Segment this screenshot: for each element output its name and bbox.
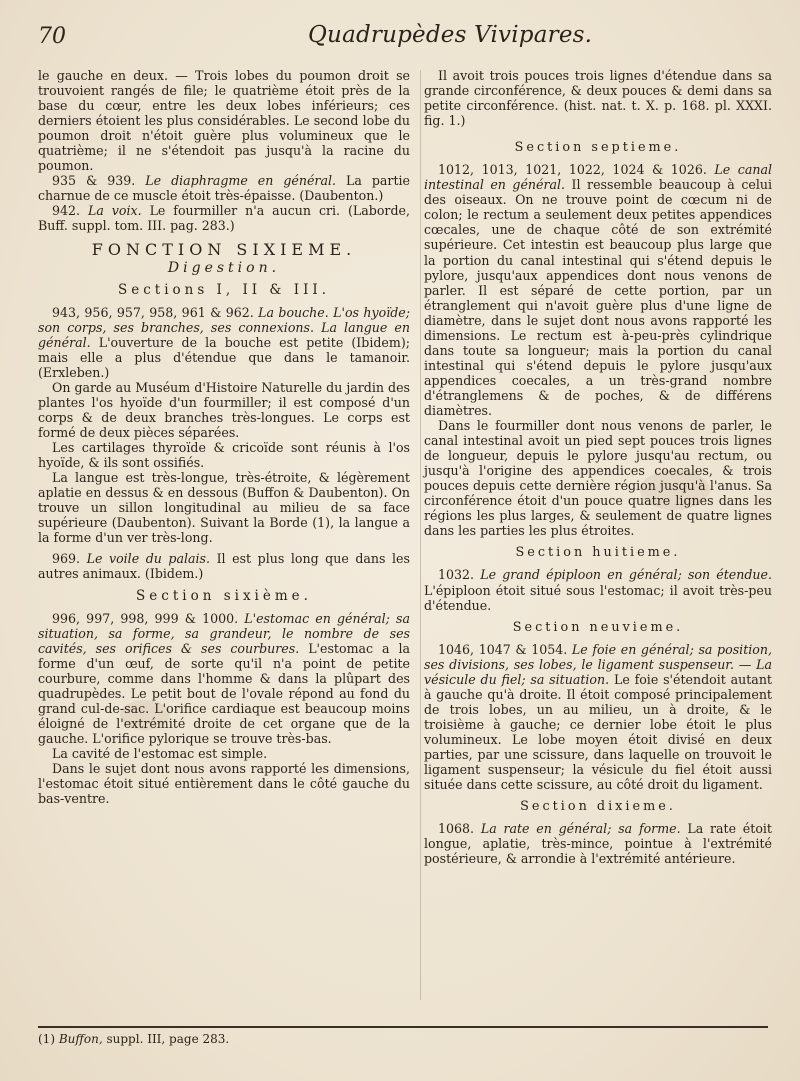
left-column — [38, 68, 410, 806]
article-text: Le fourmiller n'a aucun cri. (Laborde, Buff. suppl. tom. III. pag. 283.) — [38, 203, 410, 234]
column-divider — [420, 70, 421, 1000]
article-title: Le canal intestinal en général. — [424, 162, 773, 193]
paragraph: Dans le sujet dont nous avons rapporté les dimensions, l'estomac étoit situé entièrement dans le côté gauche du bas-ventre. — [38, 761, 410, 807]
paragraph: Il avoit trois pouces trois lignes d'étendue dans sa grande circonférence, & deux pouces & demi dans sa petite circonférence. (hist. nat. t. X. p. 168. pl. XXXI. fig. 1.) — [424, 68, 772, 129]
article-title: Le voile du palais. — [86, 551, 211, 567]
article-title: Le diaphragme en général. — [145, 173, 336, 189]
article-title: Le foie en général; sa position, ses divisions, ses lobes, le ligament suspenseur. — La vésicule du fiel; sa situation. — [424, 641, 772, 687]
footnote-text: suppl. III, page 283. — [106, 1032, 230, 1046]
article-refs: 969. — [52, 551, 81, 567]
article-text: La partie charnue de ce muscle étoit très-épaisse. (Daubenton.) — [38, 173, 410, 204]
paragraph: Les cartilages thyroïde & cricoïde sont réunis à l'os hyoïde, & ils sont ossifiés. — [38, 440, 410, 471]
paragraph — [38, 173, 410, 203]
article-refs: 1046, 1047 & 1054. — [438, 641, 568, 657]
article-text: Il est plus long que dans les autres animaux. (Ibidem.) — [38, 551, 410, 582]
article-title: La rate en général; sa forme. — [480, 821, 681, 837]
article-refs: 943, 956, 957, 958, 961 & 962. — [52, 304, 254, 320]
paragraph — [424, 567, 772, 612]
paragraph — [38, 611, 410, 746]
paragraph — [38, 551, 410, 581]
article-refs: 1068. — [438, 821, 475, 837]
paragraph — [38, 203, 410, 233]
running-header — [38, 18, 768, 56]
section-heading: Section neuvieme. — [512, 619, 684, 635]
article-refs: 1012, 1013, 1021, 1022, 1024 & 1026. — [438, 162, 707, 178]
footnote-marker: (1) — [38, 1032, 55, 1046]
article-refs: 1032. — [438, 567, 475, 583]
page-number: 70 — [38, 24, 66, 49]
article-refs: 996, 997, 998, 999 & 1000. — [52, 610, 239, 626]
article-text: Le foie s'étendoit autant à gauche qu'à droite. Il étoit composé principalement de trois lobes, un au milieu, un à droite, & le troisième à gauche; ce dernier lobe étoit le plus volumineux. Le lobe moyen étoit divisé en deux parties, par une scissure, dans laquelle on trouvoit le ligament suspenseur; la vésicule du fiel étoit aussi située dans cette scissure, au côté droit du ligament. — [424, 671, 772, 793]
paragraph: La cavité de l'estomac est simple. — [52, 745, 268, 761]
section-heading: Section dixieme. — [520, 799, 676, 815]
section-heading: Section septieme. — [514, 140, 682, 156]
paragraph — [424, 821, 772, 866]
paragraph: On garde au Muséum d'Histoire Naturelle du jardin des plantes l'os hyoïde d'un fourmiller; il est composé d'un corps & de deux branches très-longues. Le corps est formé de deux pièces séparées. — [38, 379, 410, 441]
article-title: L'estomac en général; sa situation, sa forme, sa grandeur, le nombre de ses cavités, ses orifices & ses courbures. — [38, 610, 410, 656]
footnote-rule — [38, 1026, 768, 1028]
paragraph — [424, 162, 772, 418]
function-heading: FONCTION SIXIEME. — [91, 239, 357, 259]
right-column — [424, 68, 772, 866]
article-text: L'estomac a la forme d'un œuf, de sorte qu'il n'a point de petite courbure, comme dans l'homme & dans la plûpart des quadrupèdes. Le petit bout de l'ovale répond au fond du grand cul-de-sac. L'orifice cardiaque est beaucoup moins éloigné de l'extrémité droite de cet organe que de la gauche. L'orifice pylorique se trouve très-bas. — [38, 640, 410, 746]
article-text: La rate étoit longue, aplatie, très-mince, pointue à l'extrémité postérieure, & arrondie à l'extrémité antérieure. — [424, 821, 772, 867]
article-refs: 935 & 939. — [52, 173, 136, 189]
footnote-source: Buffon, — [58, 1032, 103, 1046]
running-title: Quadrupèdes Vivipares. — [308, 22, 593, 48]
section-heading: Section huitieme. — [515, 545, 681, 561]
paragraph — [424, 642, 772, 792]
section-heading: Section sixième. — [136, 587, 312, 604]
paragraph — [38, 305, 410, 380]
digestion-heading: Digestion. — [167, 259, 281, 276]
article-text: L'ouverture de la bouche est petite (Ibidem); mais elle a plus d'étendue que dans le tamanoir. (Erxleben.) — [38, 334, 410, 380]
article-title: La bouche. L'os hyoïde; son corps, ses branches, ses connexions. La langue en général. — [38, 304, 410, 350]
paragraph: La langue est très-longue, très-étroite, & légèrement aplatie en dessus & en dessous (Buffon & Daubenton). On trouve un sillon longitudinal au milieu de sa face supérieure (Daubenton). Suivant la Borde (1), la langue a la forme d'un ver très-long. — [38, 470, 410, 546]
article-text: Il ressemble beaucoup à celui des oiseaux. On ne trouve point de cœcum ni de colon; le rectum a seulement deux petites appendices cœcales, une de chaque côté de son extrémité supérieure. Cet intestin est beaucoup plus large que la portion du canal intestinal qui s'étend depuis le pylore, jusqu'aux appendices dont nous venons de parler. Il est séparé de cette portion, par un étranglement qui n'avoit guère plus d'une ligne de diamètre, dans le sujet dont nous avons rapporté les dimensions. Le rectum est à-peu-près cylindrique dans toute sa longueur; mais la portion du canal intestinal qui s'étend depuis le pylore jusqu'aux appendices coecales, a un très-grand nombre d'étranglemens & de poches, & de différens diamètres. — [424, 177, 772, 418]
section-heading: Sections I, II & III. — [117, 281, 331, 298]
article-title: La voix. — [87, 203, 142, 219]
article-text: L'épiploon étoit situé sous l'estomac; il avoit très-peu d'étendue. — [424, 582, 772, 613]
paragraph: Dans le fourmiller dont nous venons de parler, le canal intestinal avoit un pied sept pouces trois lignes de longueur, depuis le pylore jusqu'au rectum, ou jusqu'à l'origine des appendices coecales, & trois pouces depuis cette dernière région jusqu'à l'anus. Sa circonférence étoit d'un pouce quatre lignes dans les régions les plus larges, & seulement de quatre lignes dans les parties les plus étroites. — [424, 418, 772, 539]
article-title: Le grand épiploon en général; son étendue. — [480, 567, 772, 583]
footnote — [38, 1032, 229, 1046]
article-refs: 942. — [52, 203, 81, 219]
paragraph: le gauche en deux. — Trois lobes du poumon droit se trouvoient rangés de file; le quatrième étoit près de la base du cœur, entre les deux lobes inférieurs; ces derniers étoient les plus considérables. Le second lobe du poumon droit n'étoit guère plus volumineux que le quatrième; il ne s'étendoit pas jusqu'à la racine du poumon. — [38, 68, 410, 174]
